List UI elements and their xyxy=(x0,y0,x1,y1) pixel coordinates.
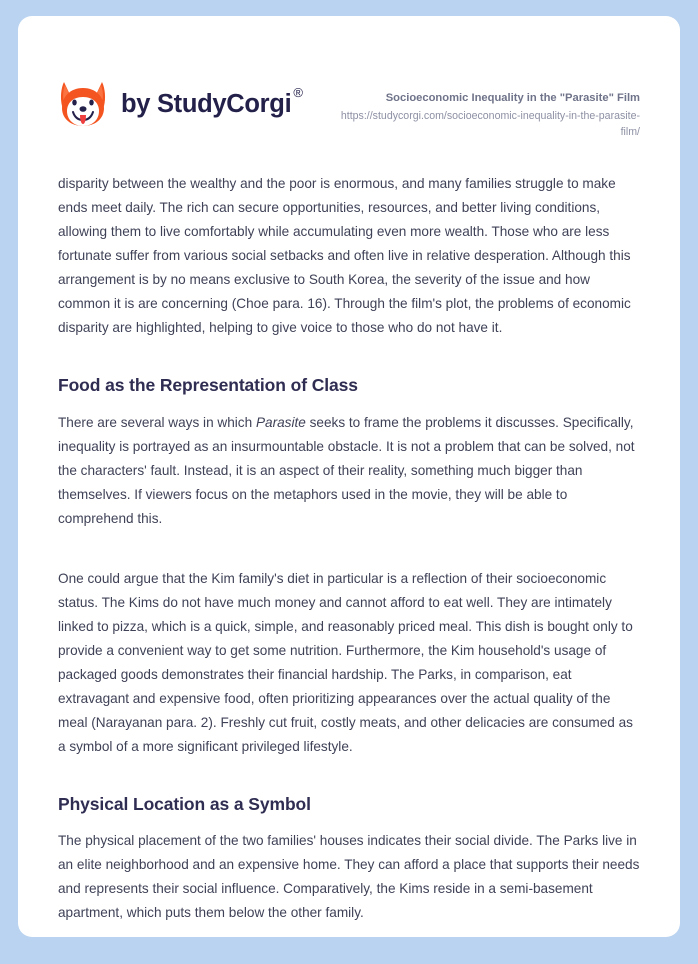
section-food-paragraph-1 xyxy=(58,411,640,531)
section-location-paragraph-1: The physical placement of the two families' houses indicates their social divide. The Parks live in an elite neighborhood and an expensive home. They can afford a place that supports their needs and represents their social influence. Comparatively, the Kims reside in a semi-basement apartment, which puts them below the other family. xyxy=(58,833,640,921)
document-meta xyxy=(340,78,640,140)
paragraph-text-rest: seeks to frame the problems it discusses. Specifically, inequality is portrayed as an insurmountable obstacle. It is not a problem that can be solved, not the characters' fault. Instead, it is an aspect of their reality, something much bigger than themselves. If viewers focus on the metaphors used in the movie, they will be able to comprehend this. xyxy=(58,414,635,526)
paragraph-text-lead: There are several ways in which xyxy=(58,414,256,430)
paragraph-spacer xyxy=(58,553,640,567)
corgi-face-icon xyxy=(58,80,108,128)
article-content xyxy=(18,172,680,926)
page-header xyxy=(18,16,680,140)
section-food-paragraph-2: One could argue that the Kim family's diet in particular is a reflection of their socioeconomic status. The Kims do not have much money and cannot afford to eat well. They are intimately linked to pizza, which is a quick, simple, and reasonably priced meal. This dish is bought only to provide a convenient way to get some nutrition. Furthermore, the Kim household's usage of packaged goods demonstrates their financial hardship. The Parks, in comparison, eat extravagant and expensive food, often prioritizing appearances over the actual quality of the meal (Narayanan para. 2). Freshly cut fruit, costly meats, and other delicacies are consumed as a symbol of a more significant privileged lifestyle. xyxy=(58,570,633,754)
brand-name-text: by StudyCorgi xyxy=(121,89,292,118)
document-url[interactable]: https://studycorgi.com/socioeconomic-inequality-in-the-parasite-film/ xyxy=(340,110,640,138)
brand-logo[interactable] xyxy=(58,78,301,128)
intro-paragraph: disparity between the wealthy and the poor is enormous, and many families struggle to make ends meet daily. The rich can secure opportunities, resources, and better living conditions, allowing them to live comfortably while accumulating even more wealth. Those who are less fortunate suffer from various social setbacks and often live in relative desperation. Although this arrangement is by no means exclusive to South Korea, the severity of the issue and how common it is are concerning (Choe para. 16). Through the film's plot, the problems of economic disparity are highlighted, helping to give voice to those who do not have it. xyxy=(58,175,631,335)
section-heading-food: Food as the Representation of Class xyxy=(58,374,358,395)
registered-trademark-icon: ® xyxy=(293,85,303,100)
document-card xyxy=(18,16,680,937)
brand-name xyxy=(121,85,303,119)
document-title: Socioeconomic Inequality in the "Parasite" Film xyxy=(385,92,640,104)
section-heading-location: Physical Location as a Symbol xyxy=(58,793,311,814)
film-title-italic: Parasite xyxy=(255,414,306,430)
